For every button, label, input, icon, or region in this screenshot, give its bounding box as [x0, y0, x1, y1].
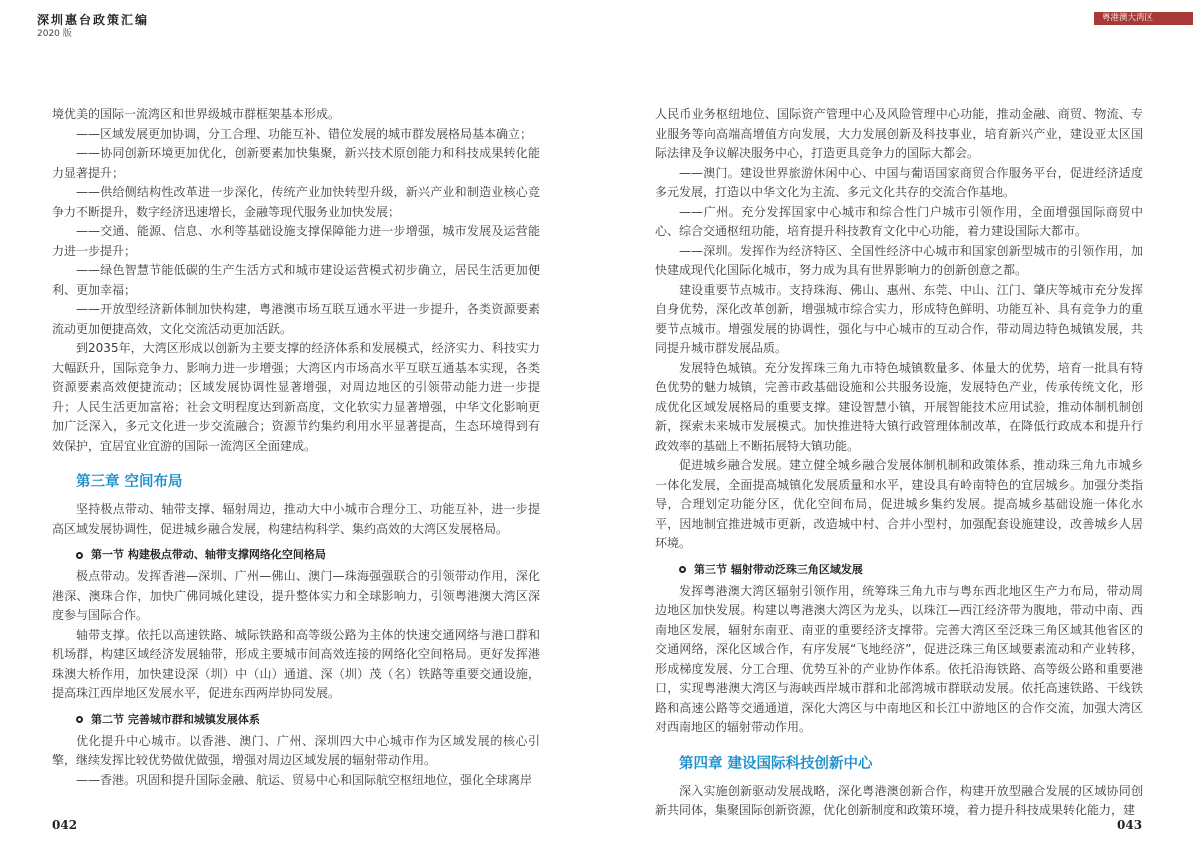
section-heading	[679, 560, 1143, 580]
document-edition: 2020 版	[37, 29, 72, 39]
paragraph: 发展特色城镇。充分发挥珠三角九市特色城镇数量多、体量大的优势，培育一批具有特色优势的魅力城镇，完善市政基础设施和公共服务设施，发展特色产业，传承传统文化，形成优化区域发展格局的重要支撑。建设智慧小镇，开展智能技术应用试验，推动体制机制创新，探索未来城市发展模式。加快推进特大镇行政管理体制改革，在降低行政成本和提升行政效率的基础上不断拓展特大镇功能。	[655, 360, 1143, 453]
paragraph: 轴带支撑。依托以高速铁路、城际铁路和高等级公路为主体的快速交通网络与港口群和机场群，构建区域经济发展轴带，形成主要城市间高效连接的网络化空间格局。更好发挥港珠澳大桥作用，加快建设深（圳）中（山）通道、深（圳）茂（名）铁路等重要交通设施，提高珠江西岸地区发展水平，促进东西两岸协同发展。	[52, 627, 540, 700]
paragraph: ——区域发展更加协调，分工合理、功能互补、错位发展的城市群发展格局基本确立；	[76, 126, 533, 141]
section-heading-text: 第一节 构建极点带动、轴带支撑网络化空间格局	[91, 548, 326, 561]
section-heading	[76, 545, 540, 565]
chapter-heading: 第三章 空间布局	[76, 474, 183, 490]
paragraph: ——绿色智慧节能低碳的生产生活方式和城市建设运营模式初步确立，居民生活更加便利、更加幸福；	[52, 263, 540, 297]
paragraph: 人民币业务枢纽地位、国际资产管理中心及风险管理中心功能，推动金融、商贸、物流、专业服务等向高端高增值方向发展，大力发展创新及科技事业，培育新兴产业，建设亚太区国际法律及争议解决服务中心，打造更具竞争力的国际大都会。	[655, 107, 1143, 160]
section-heading-text: 第二节 完善城市群和城镇发展体系	[91, 712, 260, 726]
paragraph: ——广州。充分发挥国家中心城市和综合性门户城市引领作用，全面增强国际商贸中心、综合交通枢纽功能，培育提升科技教育文化中心功能，着力建设国际大都市。	[655, 204, 1143, 238]
page-number: 043	[1117, 818, 1143, 832]
section-heading	[76, 710, 540, 730]
paragraph: ——澳门。建设世界旅游休闲中心、中国与葡语国家商贸合作服务平台，促进经济适度多元发展，打造以中华文化为主流、多元文化共存的交流合作基地。	[655, 165, 1143, 199]
section-tag: 粤港澳大湾区	[1094, 12, 1193, 25]
circle-bullet-icon	[76, 552, 83, 559]
paragraph: ——协同创新环境更加优化，创新要素加快集聚，新兴技术原创能力和科技成果转化能力显著提升；	[52, 146, 540, 180]
left-page	[52, 105, 540, 790]
paragraph: ——香港。巩固和提升国际金融、航运、贸易中心和国际航空枢纽地位，强化全球离岸	[76, 772, 533, 787]
page-number: 042	[52, 818, 78, 832]
paragraph: 优化提升中心城市。以香港、澳门、广州、深圳四大中心城市作为区域发展的核心引擎，继续发挥比较优势做优做强，增强对周边区域发展的辐射带动作用。	[52, 733, 540, 767]
section-heading-text: 第三节 辐射带动泛珠三角区域发展	[694, 562, 863, 576]
right-page	[655, 105, 1143, 821]
paragraph: ——深圳。发挥作为经济特区、全国性经济中心城市和国家创新型城市的引领作用，加快建成现代化国际化城市，努力成为具有世界影响力的创新创意之都。	[655, 243, 1143, 277]
circle-bullet-icon	[76, 716, 83, 723]
paragraph: ——开放型经济新体制加快构建，粤港澳市场互联互通水平进一步提升，各类资源要素流动更加便捷高效，文化交流活动更加活跃。	[52, 302, 540, 336]
chapter-heading: 第四章 建设国际科技创新中心	[679, 755, 873, 772]
paragraph: ——交通、能源、信息、水利等基础设施支撑保障能力进一步增强，城市发展及运营能力进一步提升；	[52, 224, 540, 258]
paragraph: 促进城乡融合发展。建立健全城乡融合发展体制机制和政策体系，推动珠三角九市城乡一体化发展，全面提高城镇化发展质量和水平，建设具有岭南特色的宜居城乡。加强分类指导，合理划定功能分区，优化空间布局，促进城乡集约发展。提高城乡基础设施一体化水平，因地制宜推进城市更新，改造城中村、合并小型村，加强配套设施建设，改善城乡人居环境。	[655, 458, 1143, 550]
paragraph: 境优美的国际一流湾区和世界级城市群框架基本形成。	[52, 107, 341, 121]
paragraph: 到2035年，大湾区形成以创新为主要支撑的经济体系和发展模式，经济实力、科技实力大幅跃升，国际竞争力、影响力进一步增强；大湾区内市场高水平互联互通基本实现，各类资源要素高效便捷流动；区域发展协调性显著增强，对周边地区的引领带动能力进一步提升；人民生活更加富裕；社会文明程度达到新高度，文化软实力显著增强，中华文化影响更加广泛深入，多元文化进一步交流融合；资源节约集约利用水平显著提高，生态环境得到有效保护，宜居宜业宜游的国际一流湾区全面建成。	[52, 341, 540, 453]
paragraph: 发挥粤港澳大湾区辐射引领作用，统筹珠三角九市与粤东西北地区生产力布局，带动周边地区加快发展。构建以粤港澳大湾区为龙头，以珠江—西江经济带为腹地，带动中南、西南地区发展，辐射东南亚、南亚的重要经济支撑带。完善大湾区至泛珠三角区域其他省区的交通网络，深化区域合作，有序发展“飞地经济”，促进泛珠三角区域要素流动和产业转移，形成梯度发展、分工合理、优势互补的产业协作体系。依托沿海铁路、高等级公路和重要港口，实现粤港澳大湾区与海峡西岸城市群和北部湾城市群联动发展。依托高速铁路、干线铁路和高速公路等交通通道，深化大湾区与中南地区和长江中游地区的合作交流，加强大湾区对西南地区的辐射带动作用。	[655, 583, 1143, 734]
paragraph: 极点带动。发挥香港—深圳、广州—佛山、澳门—珠海强强联合的引领带动作用，深化港深、澳珠合作，加快广佛同城化建设，提升整体实力和全球影响力，引领粤港澳大湾区深度参与国际合作。	[52, 569, 540, 622]
document-title: 深圳惠台政策汇编	[37, 13, 150, 27]
paragraph: 深入实施创新驱动发展战略，深化粤港澳创新合作，构建开放型融合发展的区域协同创新共同体，集聚国际创新资源，优化创新制度和政策环境，着力提升科技成果转化能力，建	[655, 783, 1143, 817]
circle-bullet-icon	[679, 566, 686, 573]
paragraph: 建设重要节点城市。支持珠海、佛山、惠州、东莞、中山、江门、肇庆等城市充分发挥自身优势，深化改革创新，增强城市综合实力，形成特色鲜明、功能互补、具有竞争力的重要节点城市。增强发展的协调性，强化与中心城市的互动合作，带动周边特色城镇发展，共同提升城市群发展品质。	[655, 282, 1143, 355]
paragraph: ——供给侧结构性改革进一步深化，传统产业加快转型升级，新兴产业和制造业核心竞争力不断提升，数字经济迅速增长，金融等现代服务业加快发展；	[52, 185, 540, 219]
paragraph: 坚持极点带动、轴带支撑、辐射周边，推动大中小城市合理分工、功能互补，进一步提高区域发展协调性，促进城乡融合发展，构建结构科学、集约高效的大湾区发展格局。	[52, 502, 540, 536]
